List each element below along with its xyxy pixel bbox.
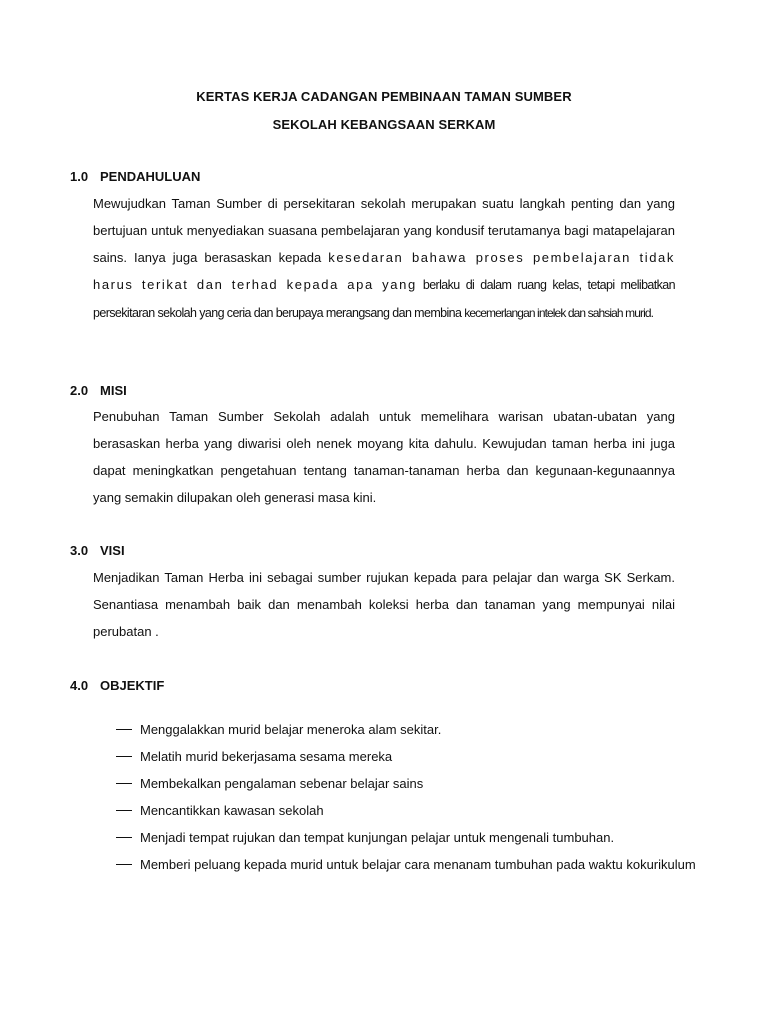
section-number: 4.0 (70, 678, 89, 693)
list-item-text: Melatih murid bekerjasama sesama mereka (140, 749, 393, 764)
dash-bullet-icon (116, 864, 132, 865)
section-title: PENDAHULUAN (100, 169, 201, 184)
section-body-visi: Menjadikan Taman Herba ini sebagai sumber rujukan kepada para pelajar dan warga SK Serkam. Senantiasa menambah baik dan menambah koleksi herba dan tanaman yang mempunyai nilai perubatan . (93, 570, 675, 639)
section-heading-pendahuluan (70, 169, 200, 184)
document-title-line-2: SEKOLAH KEBANGSAAN SERKAM (272, 117, 496, 132)
list-item-text: Menjadi tempat rujukan dan tempat kunjungan pelajar untuk mengenali tumbuhan. (140, 830, 615, 845)
dash-bullet-icon (116, 729, 132, 730)
objective-list (116, 716, 696, 878)
paragraph-text-condensed-end: kecemerlangan intelek dan sahsiah murid. (464, 306, 654, 320)
paragraph-text-spaced: kesedaran bahawa proses pembelajaran tidak harus terikat dan terhad kepada apa yang (93, 250, 675, 292)
section-heading-misi (70, 383, 127, 398)
list-item-text: Mencantikkan kawasan sekolah (140, 803, 324, 818)
dash-bullet-icon (116, 837, 132, 838)
list-item (116, 743, 696, 770)
document-title-line-1: KERTAS KERJA CADANGAN PEMBINAAN TAMAN SUMBER (196, 89, 572, 104)
section-body-misi: Penubuhan Taman Sumber Sekolah adalah untuk memelihara warisan ubatan-ubatan yang berasaskan herba yang diwarisi oleh nenek moyang kita dahulu. Kewujudan taman herba ini juga dapat meningkatkan pengetahuan tentang tanaman-tanaman herba dan kegunaan-kegunaannya yang semakin dilupakan oleh generasi masa kini. (93, 409, 675, 505)
list-item-text: Menggalakkan murid belajar meneroka alam sekitar. (140, 722, 442, 737)
section-heading-objektif (70, 678, 164, 693)
list-item (116, 716, 696, 743)
list-item-text: Memberi peluang kepada murid untuk belajar cara menanam tumbuhan pada waktu kokurikulum (140, 857, 696, 872)
section-title: OBJEKTIF (100, 678, 165, 693)
section-heading-visi (70, 543, 125, 558)
section-number: 2.0 (70, 383, 89, 398)
list-item (116, 824, 696, 851)
paragraph-text-condensed: berlaku di dalam ruang kelas, tetapi melibatkan persekitaran sekolah yang ceria dan berupaya merangsang dan membina (93, 278, 676, 320)
dash-bullet-icon (116, 783, 132, 784)
paragraph-text: Mewujudkan Taman Sumber di persekitaran sekolah merupakan suatu langkah penting dan yang bertujuan untuk menyediakan suasana pembelajaran yang kondusif terutamanya bagi matapelajaran sains. Ianya juga berasaskan kepada (93, 196, 675, 265)
dash-bullet-icon (116, 810, 132, 811)
section-number: 1.0 (70, 169, 89, 184)
list-item-text: Membekalkan pengalaman sebenar belajar sains (140, 776, 424, 791)
dash-bullet-icon (116, 756, 132, 757)
section-number: 3.0 (70, 543, 89, 558)
section-body-pendahuluan (93, 190, 675, 327)
section-title: VISI (100, 543, 125, 558)
list-item (116, 770, 696, 797)
section-title: MISI (100, 383, 127, 398)
list-item (116, 797, 696, 824)
list-item (116, 851, 696, 878)
